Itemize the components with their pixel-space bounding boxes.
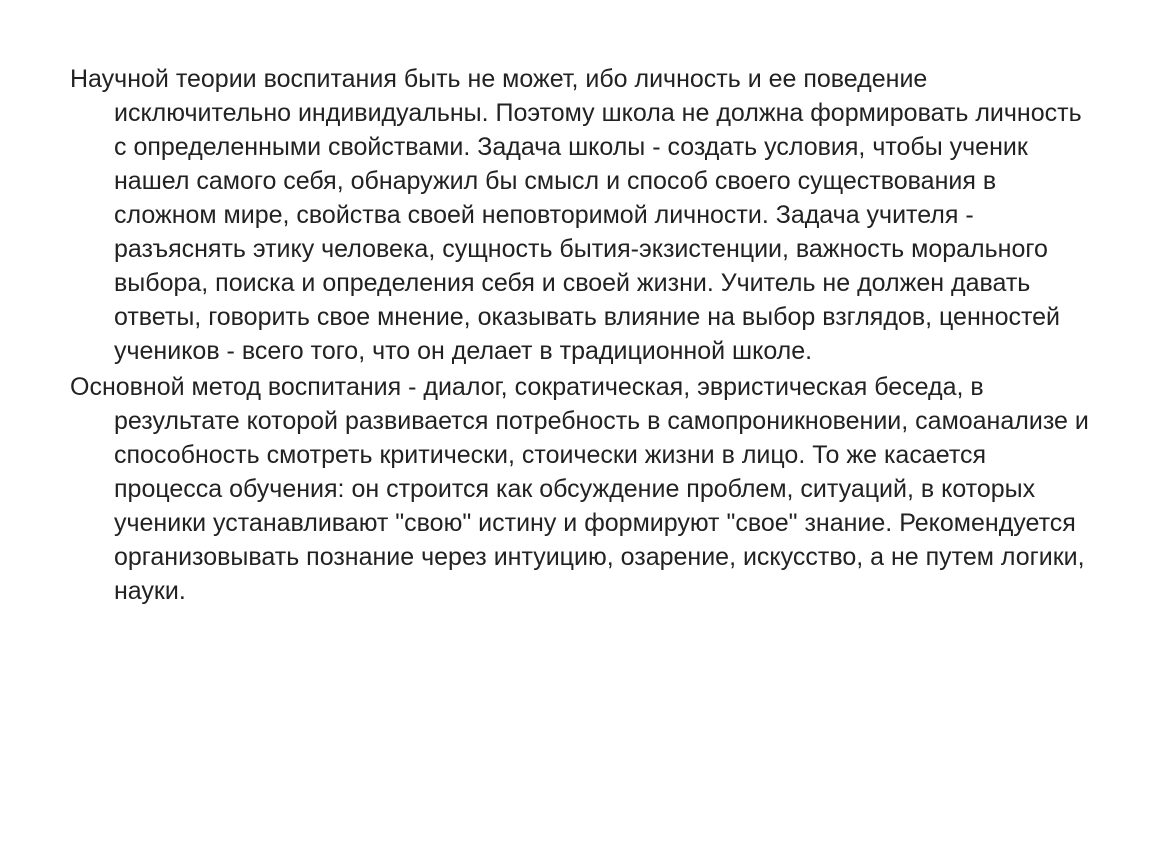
slide-text-body bbox=[70, 62, 1100, 610]
paragraph-method: Основной метод воспитания - диалог, сократическая, эвристическая беседа, в результате которой развивается потребность в самопроникновении, самоанализе и способность смотреть критически, стоически жизни в лицо. То же касается процесса обучения: он строится как обсуждение проблем, ситуаций, в которых ученики устанавливают "свою" истину и формируют "свое" знание. Рекомендуется организовывать познание через интуицию, озарение, искусство, а не путем логики, науки. bbox=[70, 373, 1089, 605]
paragraph-theory: Научной теории воспитания быть не может, ибо личность и ее поведение исключительно индивидуальны. Поэтому школа не должна формировать личность с определенными свойствами. Задача школы - создать условия, чтобы ученик нашел самого себя, обнаружил бы смысл и способ своего существования в сложном мире, свойства своей неповторимой личности. Задача учителя - разъяснять этику человека, сущность бытия-экзистенции, важность морального выбора, поиска и определения себя и своей жизни. Учитель не должен давать ответы, говорить свое мнение, оказывать влияние на выбор взглядов, ценностей учеников - всего того, что он делает в традиционной школе. bbox=[70, 65, 1082, 365]
